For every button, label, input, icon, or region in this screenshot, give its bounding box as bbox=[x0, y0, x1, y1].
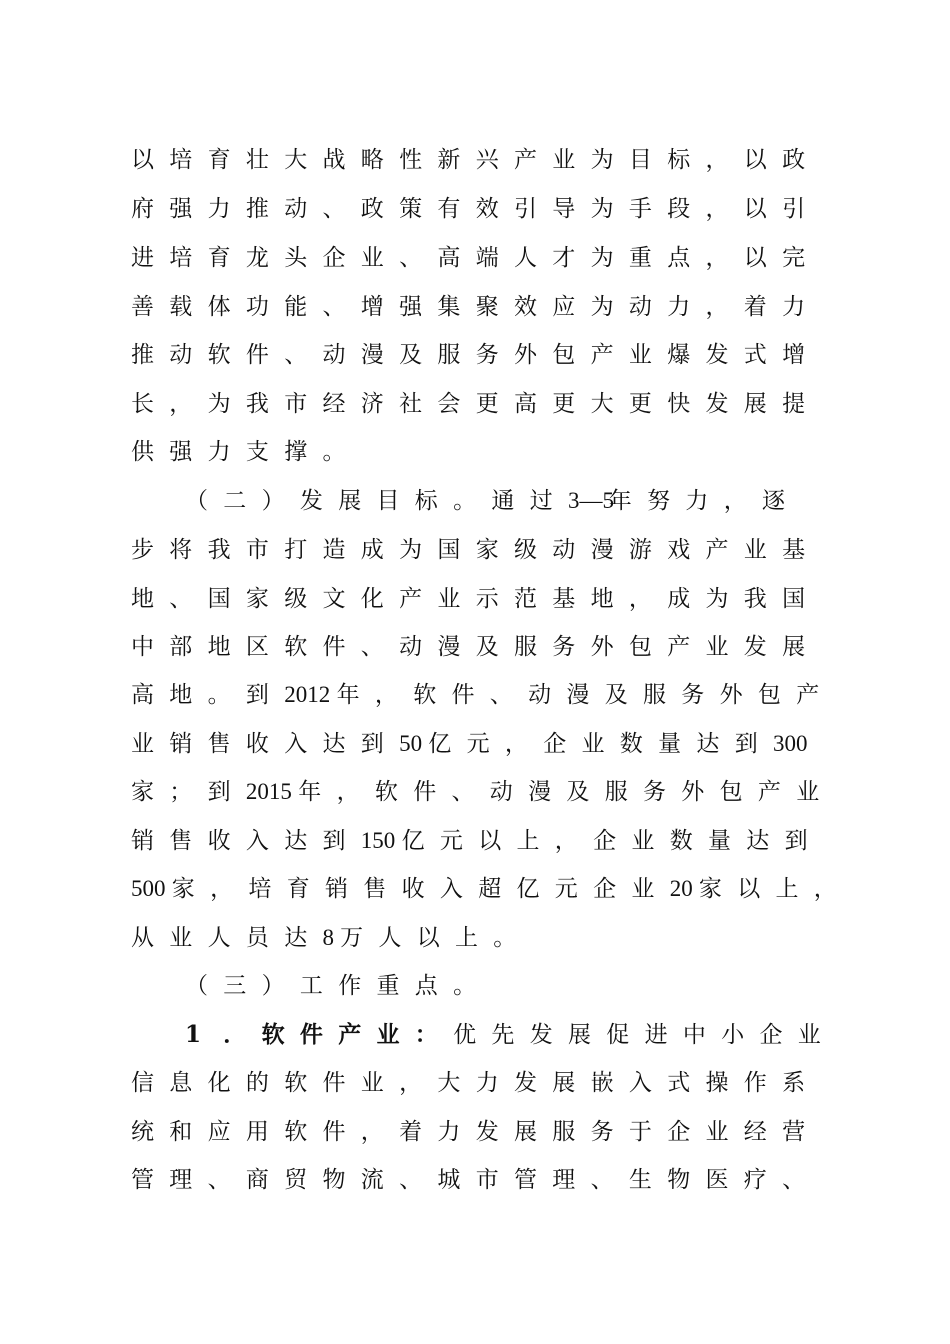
text-line: 长 ， 为 我 市 经 济 社 会 更 高 更 大 更 快 发 展 提 bbox=[131, 391, 806, 417]
text-line: 以 培 育 壮 大 战 略 性 新 兴 产 业 为 目 标 ， 以 政 bbox=[131, 147, 806, 173]
text-line: 信 息 化 的 软 件 业 ， 大 力 发 展 嵌 入 式 操 作 系 bbox=[131, 1070, 806, 1096]
text-line: 500 家 ， 培 育 销 售 收 入 超 亿 元 企 业 20 家 以 上 ， bbox=[0, 869, 950, 909]
text-line: 进 培 育 龙 头 企 业 、 高 端 人 才 为 重 点 ， 以 完 bbox=[131, 245, 806, 271]
text-line: 供 强 力 支 撑 。 bbox=[131, 439, 346, 465]
text-line: 1 ． 软 件 产 业 ： 优 先 发 展 促 进 中 小 企 业 bbox=[185, 1021, 821, 1048]
number-text: 500 bbox=[131, 876, 166, 901]
text-line: 业 销 售 收 入 达 到 50 亿 元 ， 企 业 数 量 达 到 300 bbox=[0, 724, 950, 764]
number-text: 20 bbox=[669, 876, 693, 901]
text-line: 步 将 我 市 打 造 成 为 国 家 级 动 漫 游 戏 产 业 基 bbox=[131, 537, 806, 563]
text-line: 统 和 应 用 软 件 ， 着 力 发 展 服 务 于 企 业 经 营 bbox=[131, 1119, 806, 1145]
number-text: 3—5 bbox=[568, 488, 614, 513]
text-line: 管 理 、 商 贸 物 流 、 城 市 管 理 、 生 物 医 疗 、 bbox=[131, 1167, 806, 1193]
text-line: 善 载 体 功 能 、 增 强 集 聚 效 应 为 动 力 ， 着 力 bbox=[131, 294, 806, 320]
text-line: 从 业 人 员 达 8 万 人 以 上 。 bbox=[0, 918, 950, 958]
text-line: 中 部 地 区 软 件 、 动 漫 及 服 务 外 包 产 业 发 展 bbox=[131, 634, 806, 660]
number-text: 8 bbox=[322, 925, 334, 950]
text-line: 地 、 国 家 级 文 化 产 业 示 范 基 地 ， 成 为 我 国 bbox=[131, 586, 806, 612]
number-text: 150 bbox=[360, 828, 396, 853]
number-text: 2012 bbox=[284, 682, 331, 707]
text-line: （ 三 ） 工 作 重 点 。 bbox=[185, 973, 477, 999]
text-line: 府 强 力 推 动 、 政 策 有 效 引 导 为 手 段 ， 以 引 bbox=[131, 196, 806, 222]
number-text: 2015 bbox=[245, 779, 292, 804]
number-text: 50 bbox=[399, 731, 423, 756]
number-text: 300 bbox=[773, 731, 808, 756]
text-line: 销 售 收 入 达 到 150 亿 元 以 上 ， 企 业 数 量 达 到 bbox=[0, 821, 950, 861]
text-line: 推 动 软 件 、 动 漫 及 服 务 外 包 产 业 爆 发 式 增 bbox=[131, 342, 806, 368]
text-line: 家 ； 到 2015 年 ， 软 件 、 动 漫 及 服 务 外 包 产 业 bbox=[0, 772, 950, 812]
text-line: 高 地 。 到 2012 年 ， 软 件 、 动 漫 及 服 务 外 包 产 bbox=[0, 675, 950, 715]
text-line: （ 二 ） 发 展 目 标 。 通 过 3—5 年 努 力 ， 逐 bbox=[0, 481, 950, 521]
